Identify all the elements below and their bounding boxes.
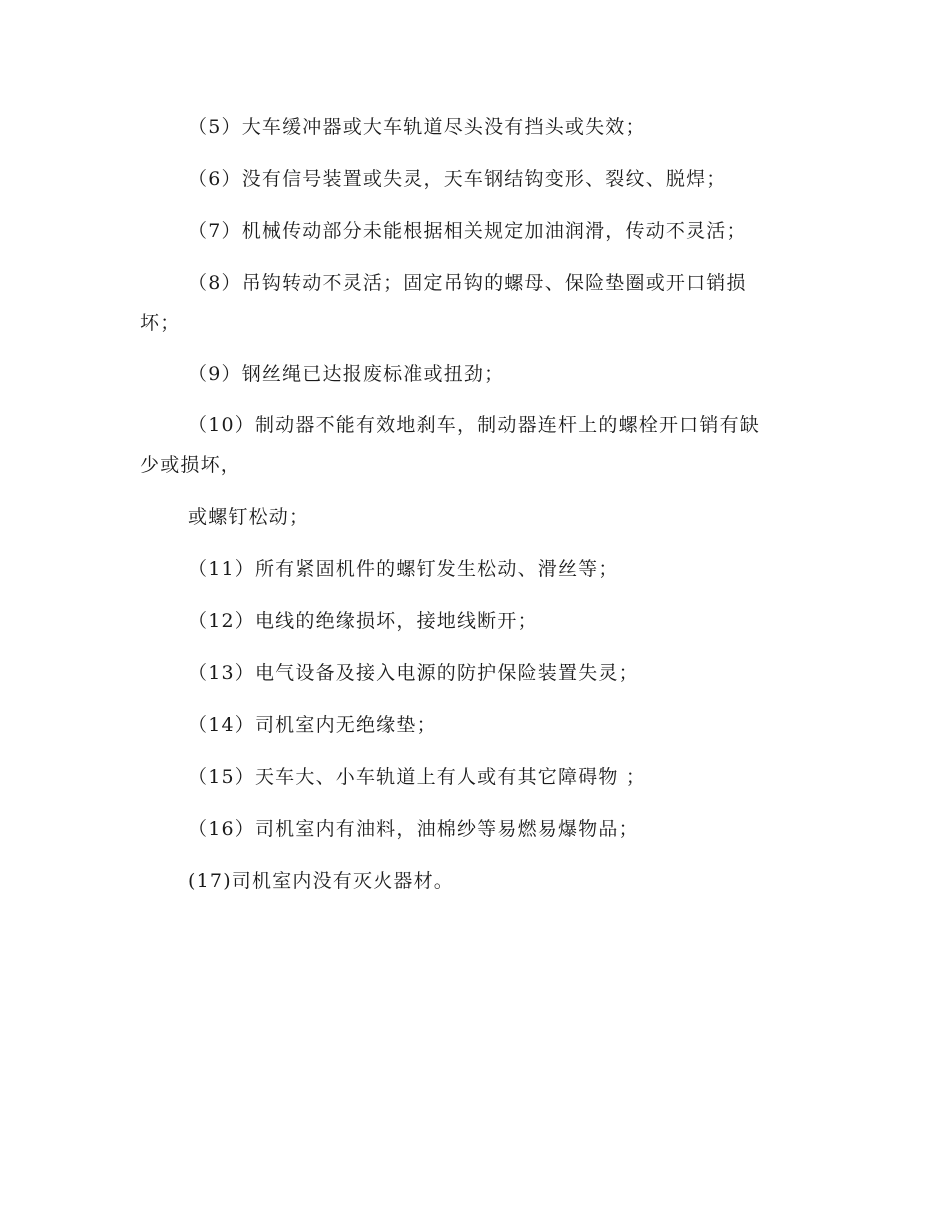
list-item-5: （5）大车缓冲器或大车轨道尽头没有挡头或失效； [188, 116, 646, 138]
list-item-12: （12）电线的绝缘损坏，接地线断开； [188, 610, 538, 632]
list-item-10: （10）制动器不能有效地刹车，制动器连杆上的螺栓开口销有缺 [188, 414, 760, 436]
list-item-8-continuation: 坏； [140, 312, 181, 334]
list-item-7: （7）机械传动部分未能根据相关规定加油润滑，传动不灵活； [188, 220, 747, 242]
list-item-15: （15）天车大、小车轨道上有人或有其它障碍物 ； [188, 766, 647, 788]
list-item-8: （8）吊钩转动不灵活；固定吊钩的螺母、保险垫圈或开口销损 [188, 272, 747, 294]
list-item-10-continuation: 少或损坏， [140, 454, 242, 476]
list-item-6: （6）没有信号装置或失灵，天车钢结钩变形、裂纹、脱焊； [188, 168, 727, 190]
list-item-17: (17)司机室内没有灭火器材。 [188, 870, 455, 892]
list-item-16: （16）司机室内有油料，油棉纱等易燃易爆物品； [188, 818, 639, 840]
list-item-13: （13）电气设备及接入电源的防护保险装置失灵； [188, 662, 639, 684]
list-item-14: （14）司机室内无绝缘垫； [188, 714, 437, 736]
list-item-11: （11）所有紧固机件的螺钉发生松动、滑丝等； [188, 558, 619, 580]
list-item-9: （9）钢丝绳已达报废标准或扭劲； [188, 363, 505, 385]
list-item-10-continuation-2: 或螺钉松动； [188, 506, 310, 528]
